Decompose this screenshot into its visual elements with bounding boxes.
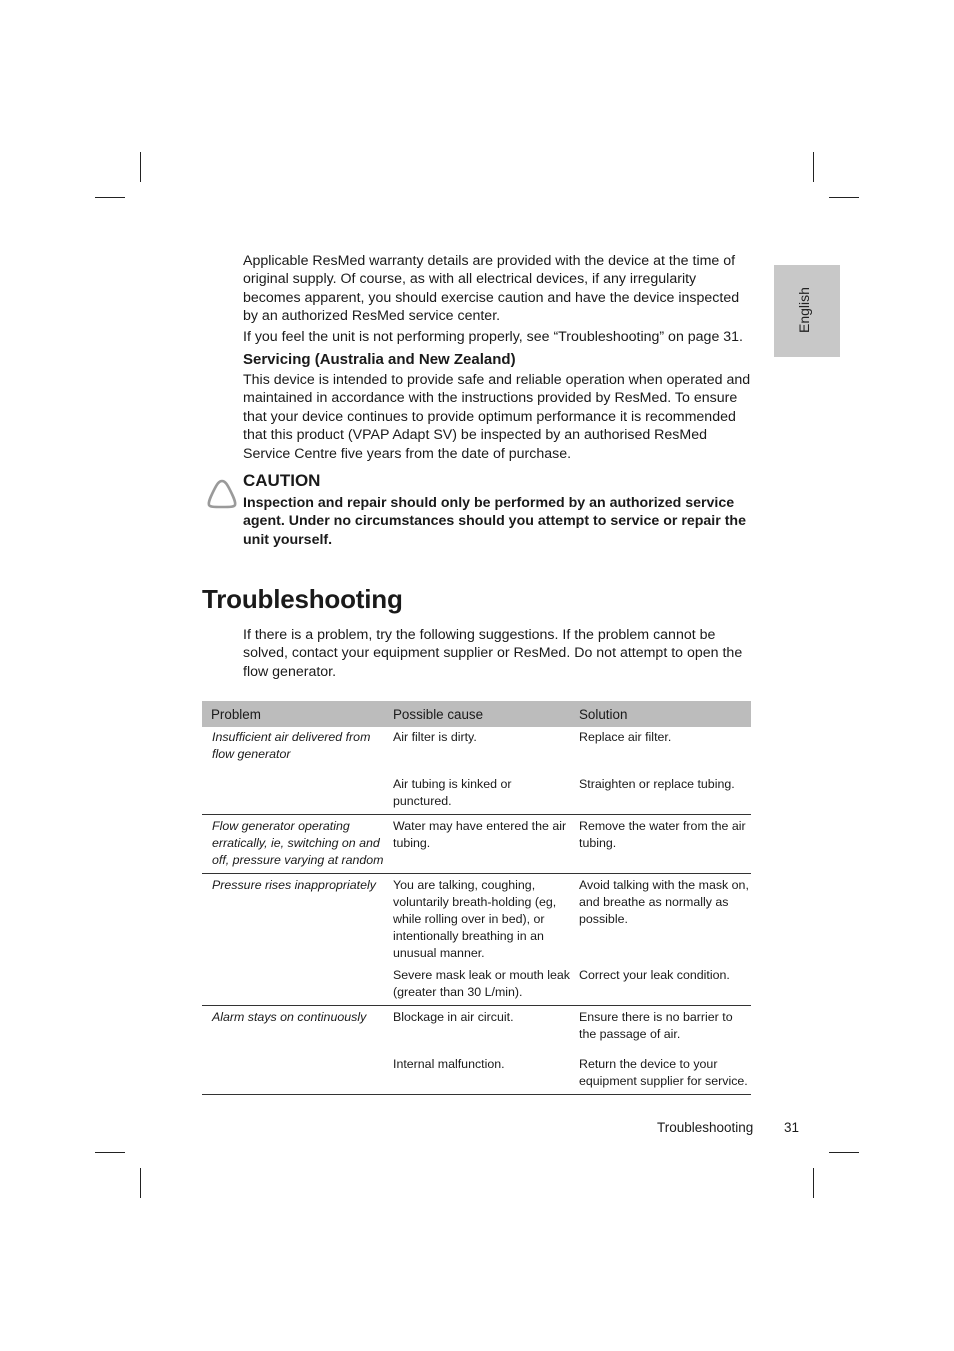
- solution-cell: Ensure there is no barrier to the passage of air.: [579, 1010, 733, 1041]
- caution-icon: [206, 478, 238, 510]
- cause-cell: Blockage in air circuit.: [393, 1010, 514, 1024]
- solution-cell: Return the device to your equipment supplier for service.: [570, 1043, 751, 1095]
- problem-cell: Alarm stays on continuously: [212, 1010, 367, 1024]
- servicing-heading: Servicing (Australia and New Zealand): [243, 351, 516, 368]
- crop-mark: [95, 1152, 125, 1153]
- crop-mark: [95, 197, 125, 198]
- table-header-row: [202, 701, 751, 727]
- footer-section-title: Troubleshooting: [657, 1120, 754, 1135]
- page-title: Troubleshooting: [202, 584, 403, 614]
- page-number: 31: [784, 1120, 800, 1135]
- crop-mark: [829, 1152, 859, 1153]
- cause-cell: You are talking, coughing, voluntarily breath-holding (eg, while rolling over in bed), or intentionally breathing in an unusual manner.: [393, 878, 557, 960]
- table-row: [202, 727, 751, 763]
- troubleshooting-intro: If there is a problem, try the following suggestions. If the problem cannot be solved, contact your equipment supplier or ResMed. Do not attempt to open the flow generator.: [243, 627, 743, 680]
- solution-cell: Replace air filter.: [579, 730, 672, 744]
- cause-cell: Air tubing is kinked or punctured.: [384, 763, 570, 815]
- crop-mark: [140, 152, 141, 182]
- solution-cell: Remove the water from the air tubing.: [570, 815, 751, 874]
- crop-mark: [813, 1168, 814, 1198]
- table-row: [202, 1006, 751, 1044]
- table-row: [202, 1043, 751, 1095]
- column-header-cause: Possible cause: [384, 701, 570, 727]
- solution-cell: Correct your leak condition.: [570, 962, 751, 1006]
- crop-mark: [140, 1168, 141, 1198]
- solution-cell: Avoid talking with the mask on, and breathe as normally as possible.: [579, 878, 749, 926]
- troubleshooting-reference: If you feel the unit is not performing properly, see “Troubleshooting” on page 31.: [243, 329, 744, 345]
- problem-cell: [202, 1043, 384, 1095]
- crop-mark: [813, 152, 814, 182]
- troubleshooting-table: [202, 701, 751, 1095]
- warranty-paragraph: Applicable ResMed warranty details are provided with the device at the time of original supply. Of course, as with all electrical devices, if any irregularity becomes apparent, you should exercise caution and have the device inspected by an authorized ResMed service center.: [243, 253, 740, 325]
- caution-text: Inspection and repair should only be performed by an authorized service agent. Under no circumstances should you attempt to service or repair the unit yourself.: [243, 495, 746, 548]
- cause-cell: Air filter is dirty.: [393, 730, 477, 744]
- problem-cell: Flow generator operating erratically, ie, switching on and off, pressure varying at random: [202, 815, 384, 874]
- language-label: English: [796, 287, 812, 333]
- table-row: [202, 815, 751, 874]
- solution-cell: Straighten or replace tubing.: [570, 763, 751, 815]
- table-row: [202, 962, 751, 1006]
- servicing-paragraph: This device is intended to provide safe and reliable operation when operated and maintained in accordance with the instructions provided by ResMed. To ensure that your device continues to provide optimum performance it is recommended that this product (VPAP Adapt SV) be inspected by an authorised ResMed Service Centre five years from the date of purchase.: [243, 372, 751, 462]
- crop-mark: [829, 197, 859, 198]
- language-tab: [774, 265, 840, 357]
- column-header-solution: Solution: [570, 701, 751, 727]
- problem-cell: [202, 763, 384, 815]
- cause-cell: Severe mask leak or mouth leak (greater than 30 L/min).: [384, 962, 570, 1006]
- problem-cell: Insufficient air delivered from flow generator: [212, 730, 371, 761]
- caution-title: CAUTION: [243, 471, 321, 490]
- table-row: [202, 874, 751, 963]
- problem-cell: [202, 962, 384, 1006]
- table-row: [202, 763, 751, 815]
- cause-cell: Water may have entered the air tubing.: [384, 815, 570, 874]
- problem-cell: Pressure rises inappropriately: [212, 878, 376, 892]
- cause-cell: Internal malfunction.: [384, 1043, 570, 1095]
- column-header-problem: Problem: [202, 701, 384, 727]
